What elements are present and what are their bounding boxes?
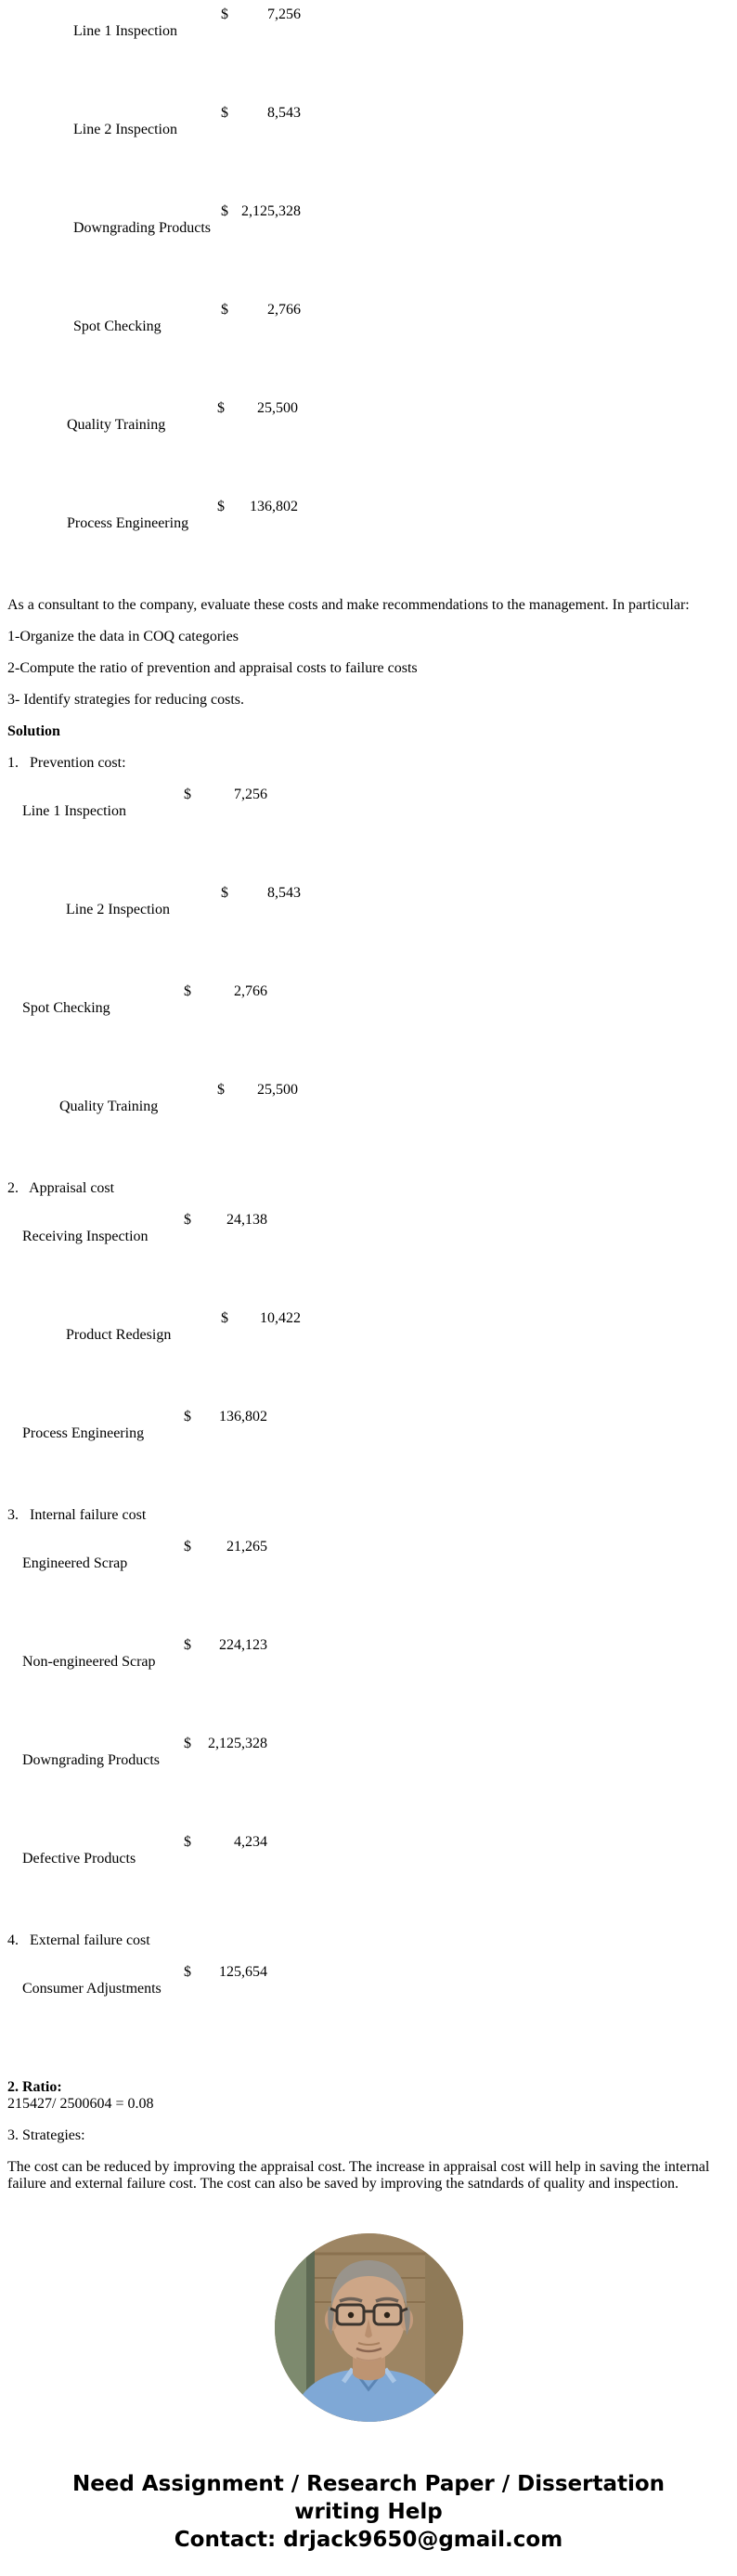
cost-row [7, 787, 730, 870]
cost-row [7, 1082, 730, 1165]
cost-row [7, 105, 730, 189]
cost-label: Downgrading Products [73, 220, 211, 236]
cost-amount: 25,500 [257, 1082, 298, 1098]
appraisal-section-title: 2. Appraisal cost [7, 1180, 115, 1196]
currency-symbol: $ [184, 1212, 191, 1228]
currency-symbol: $ [184, 983, 191, 999]
cost-row [7, 302, 730, 385]
cost-amount: 8,543 [267, 885, 301, 901]
cost-label: Product Redesign [66, 1327, 172, 1343]
external-failure-section-title: 4. External failure cost [7, 1932, 150, 1948]
cost-amount: 125,654 [219, 1964, 267, 1980]
cost-amount: 2,125,328 [208, 1736, 267, 1751]
currency-symbol: $ [221, 7, 228, 22]
currency-symbol: $ [184, 1637, 191, 1653]
cost-amount: 21,265 [226, 1539, 267, 1555]
cost-label: Spot Checking [22, 1000, 110, 1016]
cost-label: Line 1 Inspection [22, 803, 126, 819]
cost-row [7, 1834, 730, 1918]
currency-symbol: $ [221, 302, 228, 318]
question-item-1: 1-Organize the data in COQ categories [7, 629, 239, 644]
cost-row [7, 203, 730, 287]
cost-label: Downgrading Products [22, 1752, 160, 1768]
cost-row [7, 1212, 730, 1295]
currency-symbol: $ [217, 499, 225, 514]
cost-row [7, 1539, 730, 1622]
cost-row [7, 499, 730, 582]
cost-row [7, 1637, 730, 1721]
cost-label: Process Engineering [22, 1425, 145, 1441]
cost-amount: 136,802 [219, 1409, 267, 1425]
cost-amount: 2,766 [234, 983, 267, 999]
currency-symbol: $ [184, 1736, 191, 1751]
cost-amount: 224,123 [219, 1637, 267, 1653]
currency-symbol: $ [217, 1082, 225, 1098]
portrait-photo [275, 2233, 463, 2422]
portrait-photo-container [7, 2233, 730, 2422]
contact-email-line: Contact: drjack9650@gmail.com [174, 2528, 563, 2552]
currency-symbol: $ [184, 1834, 191, 1850]
cost-row [7, 983, 730, 1067]
cost-label: Quality Training [67, 417, 166, 433]
solution-heading: Solution [7, 723, 60, 739]
strategies-heading: 3. Strategies: [7, 2127, 85, 2143]
currency-symbol: $ [221, 105, 228, 121]
portrait-illustration [275, 2233, 463, 2422]
currency-symbol: $ [184, 1539, 191, 1555]
footer-banner [7, 2470, 730, 2554]
cost-amount: 24,138 [226, 1212, 267, 1228]
ratio-calculation: 215427/ 2500604 = 0.08 [7, 2096, 154, 2112]
cost-row [7, 885, 730, 969]
cost-amount: 2,766 [267, 302, 301, 318]
currency-symbol: $ [184, 787, 191, 802]
cost-label: Line 2 Inspection [73, 122, 177, 137]
currency-symbol: $ [221, 1310, 228, 1326]
currency-symbol: $ [184, 1409, 191, 1425]
prevention-section-title: 1. Prevention cost: [7, 755, 126, 771]
cost-amount: 4,234 [234, 1834, 267, 1850]
cost-amount: 7,256 [267, 7, 301, 22]
cost-label: Non-engineered Scrap [22, 1654, 156, 1670]
cost-row [7, 1964, 730, 2048]
cost-label: Defective Products [22, 1851, 136, 1867]
cost-amount: 7,256 [234, 787, 267, 802]
cost-row [7, 1409, 730, 1492]
cost-row [7, 400, 730, 484]
cost-label: Spot Checking [73, 319, 162, 334]
question-intro: As a consultant to the company, evaluate these costs and make recommendations to the management. In particular: [7, 597, 690, 613]
cost-amount: 136,802 [250, 499, 298, 514]
cost-amount: 8,543 [267, 105, 301, 121]
cost-label: Line 1 Inspection [73, 23, 177, 39]
intro-cost-table [7, 7, 730, 582]
cost-label: Engineered Scrap [22, 1555, 128, 1571]
cost-label: Receiving Inspection [22, 1229, 149, 1244]
footer-line-1: Need Assignment / Research Paper / Dissertation [71, 2472, 666, 2496]
footer-line-2: writing Help [294, 2500, 443, 2524]
internal-failure-section-title: 3. Internal failure cost [7, 1507, 147, 1523]
currency-symbol: $ [217, 400, 225, 416]
cost-label: Process Engineering [67, 515, 189, 531]
cost-amount: 10,422 [260, 1310, 301, 1326]
cost-label: Quality Training [59, 1099, 159, 1114]
strategies-paragraph: The cost can be reduced by improving the appraisal cost. The increase in appraisal cost will help in saving the internal failure and external failure cost. The cost can also be saved by improving the satndards of quality and inspection. [7, 2159, 714, 2192]
cost-row [7, 7, 730, 90]
question-item-3: 3- Identify strategies for reducing costs. [7, 692, 245, 708]
currency-symbol: $ [184, 1964, 191, 1980]
currency-symbol: $ [221, 885, 228, 901]
cost-label: Consumer Adjustments [22, 1981, 162, 1997]
currency-symbol: $ [221, 203, 228, 219]
cost-row [7, 1736, 730, 1819]
cost-row [7, 1310, 730, 1394]
cost-label: Line 2 Inspection [66, 902, 170, 917]
cost-amount: 2,125,328 [241, 203, 301, 219]
ratio-heading: 2. Ratio: [7, 2079, 62, 2095]
cost-amount: 25,500 [257, 400, 298, 416]
question-item-2: 2-Compute the ratio of prevention and appraisal costs to failure costs [7, 660, 418, 676]
